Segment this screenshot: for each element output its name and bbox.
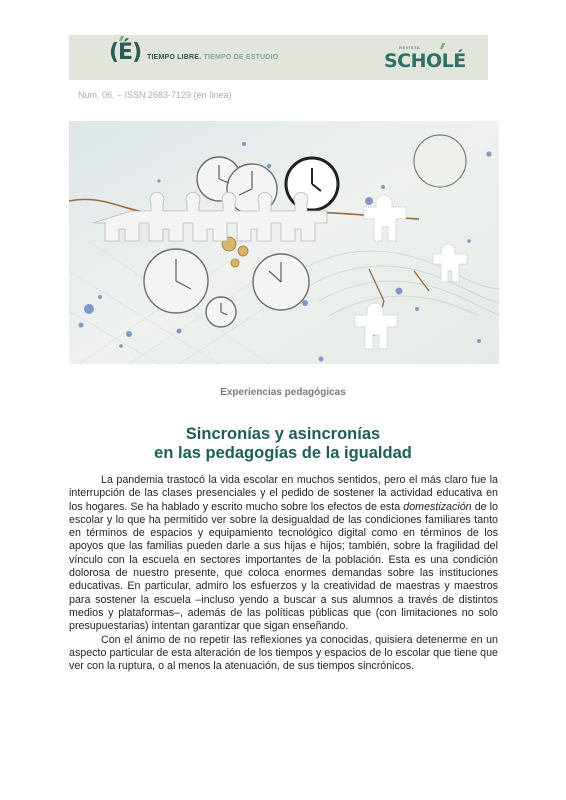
journal-header: [69, 35, 488, 80]
paragraph-1-part-b: de lo escolar y lo que ha permitido ver sobre la desigualdad de las condiciones familiares tanto en términos de espacios y equipamiento tecnológico digital como en términos de los apoyos que las familias pueden darle a sus hijas e hijos; también, sobre la fragilidad del vínculo con la escuela en sectores importantes de la población. Esta es una condición dolorosa de nuestro presente, que coloca enormes demandas sobre las instituciones educativas. En particular, admiro los esfuerzos y la creatividad de maestras y maestros para sostener la escuela –incluso yendo a buscar a sus alumnos a través de distintos medios y plataformas–, además de las políticas públicas que (con limitaciones no solo presupuestarias) intentan garantizar que sigan enseñando.: [69, 500, 498, 633]
paragraph-1: [69, 474, 498, 634]
revista-label: REVISTA: [399, 45, 421, 50]
article-title-line-1: Sincronías y asincronías: [185, 425, 381, 443]
publisher-name-secondary: TIEMPO DE ESTUDIO: [201, 54, 279, 61]
journal-logo-accent-icon: [440, 43, 446, 49]
paragraph-2: Con el ánimo de no repetir las reflexiones ya conocidas, quisiera detenerme en un aspecto particular de esta alteración de los tiempos y espacios de lo escolar que tiene que ver con la ruptura, o al menos la atenuación, de sus tiempos sincrónicos.: [69, 633, 498, 673]
publisher-logo: (É): [109, 40, 142, 65]
article-title-line-2: en las pedagogías de la igualdad: [154, 444, 412, 462]
publisher-name: [147, 54, 278, 61]
journal-logo: SCHOLÉ: [384, 50, 466, 72]
publisher-name-primary: TIEMPO LIBRE.: [147, 54, 202, 61]
paragraph-1-part-a: La pandemia trastocó la vida escolar en muchos sentidos, pero el más claro fue la interrupción de las clases presenciales y el pedido de sostener la actividad educativa en los hogares. Se ha hablado y escrito mucho sobre los efectos de esta: [69, 474, 498, 513]
clocks-and-paper-dolls-illustration: [69, 121, 499, 364]
emphasized-term: domestización: [403, 500, 472, 513]
article-body: [69, 474, 498, 673]
section-label: Experiencias pedagógicas: [220, 387, 346, 398]
issn-line: Num. 06, – ISSN 2683-7129 (en línea): [78, 90, 232, 100]
